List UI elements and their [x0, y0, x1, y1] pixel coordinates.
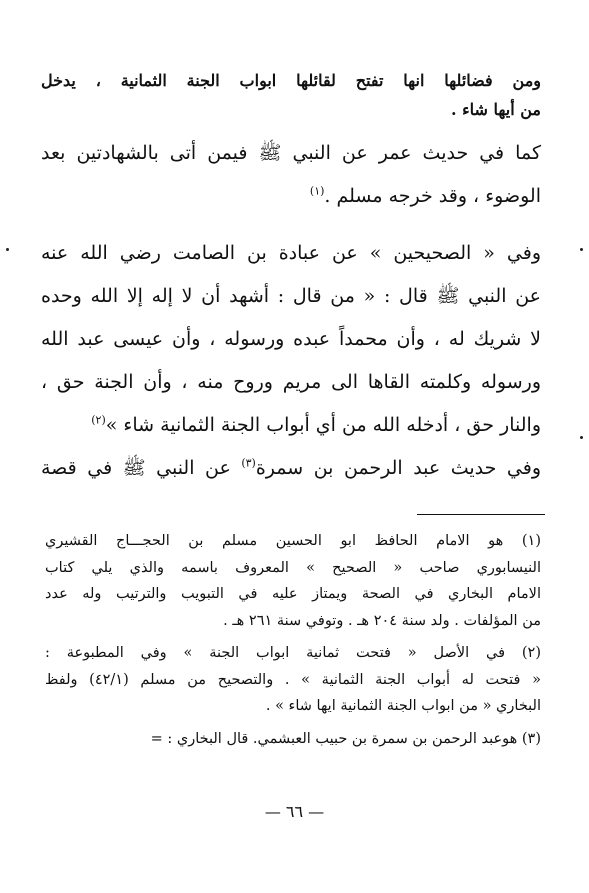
- margin-dot: [580, 248, 583, 251]
- paragraph-3: [41, 232, 541, 447]
- footnote-2: [45, 640, 541, 720]
- paragraph-4: [41, 447, 541, 490]
- text-line: [41, 175, 541, 218]
- paragraph-2: [41, 132, 541, 218]
- footnote-3: [45, 726, 541, 753]
- footnote-ref-2: (٢): [91, 413, 106, 427]
- footnote-line: البخاري « من ابواب الجنة الثمانية ايها شاء » .: [265, 698, 541, 714]
- text-line: ورسوله وكلمته القاها الى مريم وروح منه ، وأن الجنة حق ،: [41, 371, 541, 393]
- footnote-line: من المؤلفات . ولد سنة ٢٠٤ هـ . وتوفي سنة ٢٦١ هـ .: [223, 612, 541, 629]
- footnote-line: « فتحت له أبواب الجنة الثمانية » . والتصحيح من مسلم (٤٢/١) ولفظ: [45, 671, 541, 688]
- paragraph-1: [41, 66, 541, 124]
- text-line: [41, 447, 541, 490]
- footnote-line: (٢) في الأصل « فتحت ثمانية ابواب الجنة » وفي المطبوعة :: [45, 645, 541, 661]
- text-line: عن النبي ﷺ قال : « من قال : أشهد أن لا إله إلا الله وحده: [41, 285, 541, 307]
- text-run: عن النبي ﷺ في قصة: [41, 457, 231, 479]
- main-text: [41, 66, 541, 490]
- text-line: كما في حديث عمر عن النبي ﷺ فيمن أتى بالشهادتين بعد: [41, 142, 541, 164]
- text-run: الوضوء ، وقد خرجه مسلم .: [324, 185, 541, 207]
- footnote-separator: [417, 514, 545, 515]
- text-line: ومن فضائلها انها تفتح لقائلها ابواب الجنة الثمانية ، يدخل: [41, 71, 541, 90]
- footnote-ref-1: (١): [309, 184, 325, 198]
- text-line: [41, 404, 541, 447]
- footnote-line: النيسابوري صاحب « الصحيح » المعروف باسمه والذي يلي كتاب: [45, 559, 541, 576]
- margin-dot: [6, 248, 9, 251]
- text-run: والنار حق ، أدخله الله من أي أبواب الجنة الثمانية شاء »: [105, 414, 541, 436]
- footnote-ref-3: (٣): [241, 456, 256, 470]
- footnote-1: [45, 528, 541, 634]
- page-number: — ٦٦ —: [264, 802, 325, 821]
- text-line: لا شريك له ، وأن محمداً عبده ورسوله ، وأن عيسى عبد الله: [41, 328, 541, 350]
- text-line: من أيها شاء .: [451, 100, 541, 119]
- margin-dot: [580, 436, 583, 439]
- footnote-line: (١) هو الامام الحافظ ابو الحسين مسلم بن الحجـــاج القشيري: [45, 533, 541, 549]
- footnotes: [45, 528, 541, 752]
- text-line: وفي « الصحيحين » عن عبادة بن الصامت رضي الله عنه: [41, 242, 541, 264]
- footnote-line: (٣) هوعبد الرحمن بن سمرة بن حبيب العبشمي. قال البخاري : =: [150, 730, 541, 747]
- footnote-line: الامام البخاري في الصحة ويمتاز عليه في التبويب والترتيب وله عدد: [45, 586, 541, 602]
- text-run: وفي حديث عبد الرحمن بن سمرة: [255, 457, 542, 479]
